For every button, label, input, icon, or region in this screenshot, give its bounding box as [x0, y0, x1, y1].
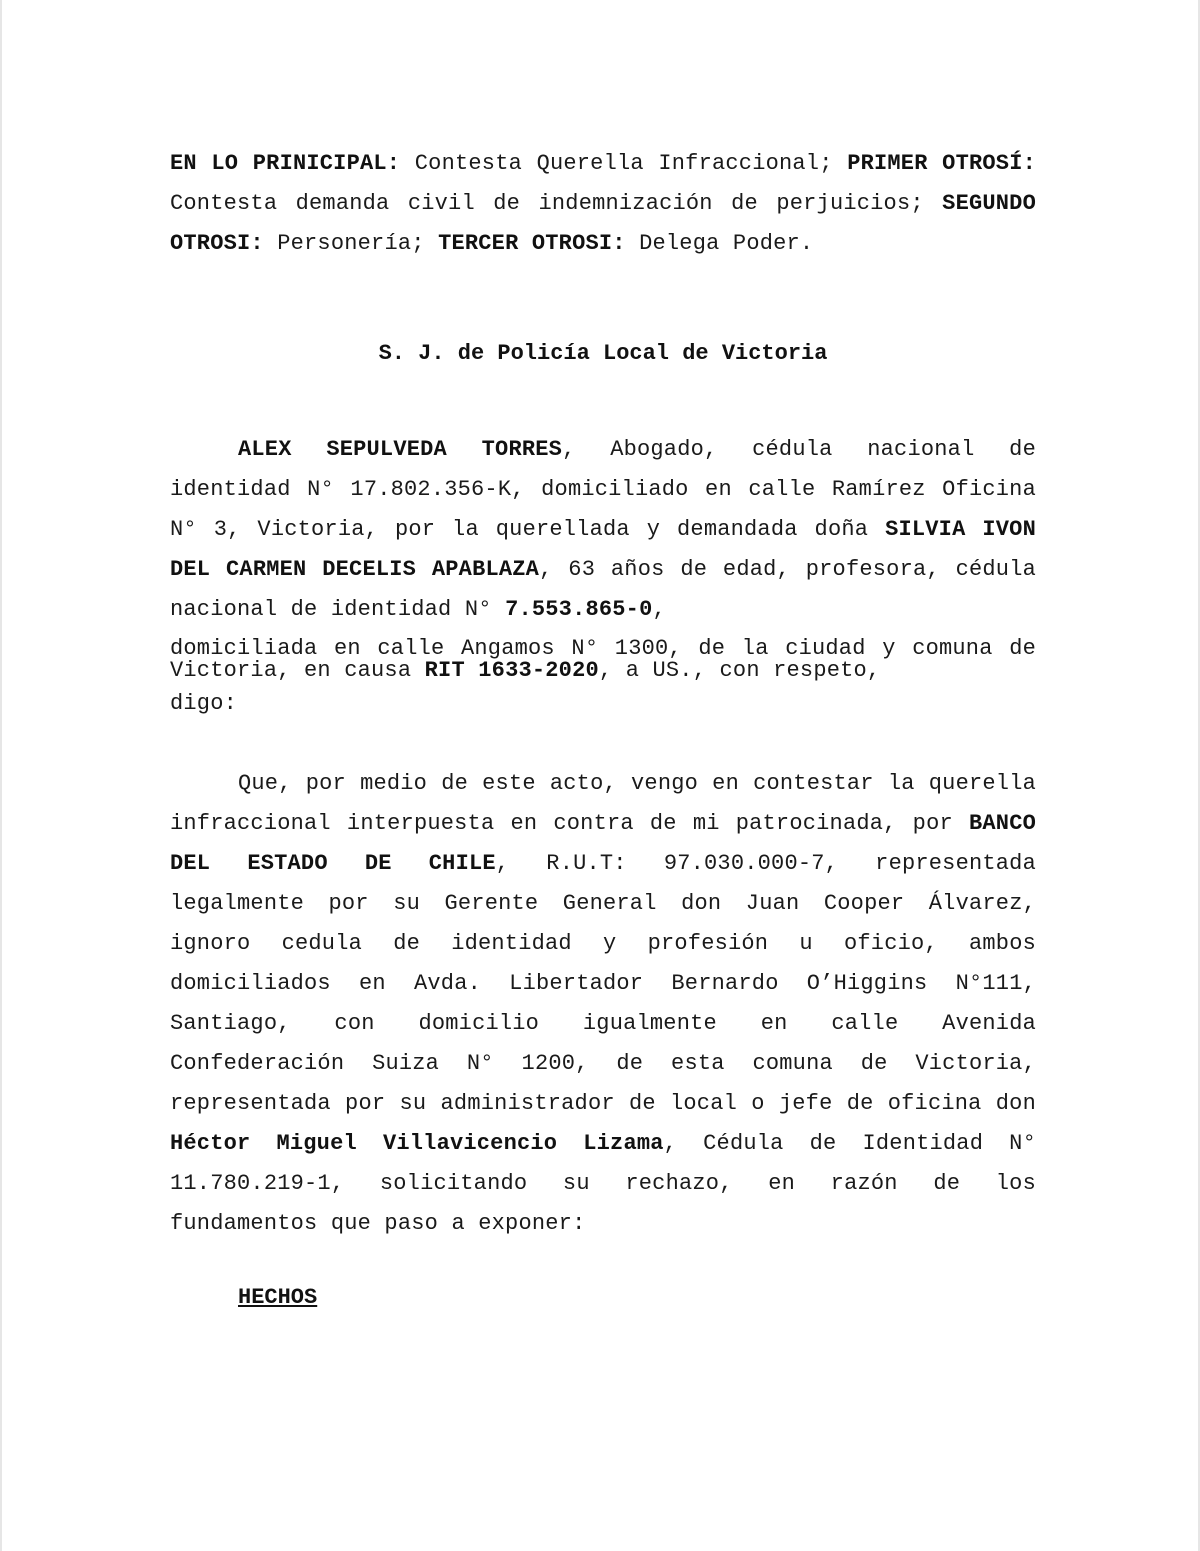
summary-first-otrosi-text: Contesta demanda civil de indemnización de perjuicios;	[170, 191, 943, 216]
lawyer-name: ALEX SEPULVEDA TORRES	[238, 437, 563, 462]
document-summary-header	[170, 144, 1036, 264]
intro-text-1: , Abogado, cédula nacional de identidad N° 17.802.356-K, domiciliado en calle Ramírez Oficina N° 3, Victoria, por la querellada y demandada doña	[170, 437, 1036, 542]
summary-third-otrosi-label: TERCER OTROSI:	[438, 231, 626, 256]
summary-first-otrosi-label: PRIMER OTROSÍ:	[847, 151, 1036, 176]
intro-address-text-end: , a US., con respeto,	[598, 658, 881, 683]
summary-second-otrosi-text: Personería;	[263, 231, 439, 256]
client-name: SILVIA IVON DEL CARMEN DECELIS APABLAZA	[170, 517, 1036, 582]
response-text-2: , R.U.T: 97.030.000-7, representada legalmente por su Gerente General don Juan Cooper Álvarez, ignoro cedula de identidad y profesión u oficio, ambos domiciliados en Avda. Libertador Bernardo O’Higgins N°111, Santiago, con domicilio igualmente en calle Avenida Confederación Suiza N° 1200, de esta comuna de Victoria, representada por su administrador de local o jefe de oficina don	[170, 851, 1036, 1116]
bank-name: BANCO DEL ESTADO DE CHILE	[170, 811, 1036, 876]
summary-second-otrosi-label: SEGUNDO OTROSI:	[170, 191, 1036, 256]
document-body	[170, 144, 1036, 1318]
intro-closing: digo:	[170, 691, 238, 716]
summary-principal-label: EN LO PRINICIPAL:	[170, 151, 401, 176]
case-rit-number: RIT 1633-2020	[424, 658, 599, 683]
summary-third-otrosi-text: Delega Poder.	[625, 231, 814, 256]
client-id-number: 7.553.865-0	[505, 597, 653, 622]
response-text-1: Que, por medio de este acto, vengo en contestar la querella infraccional interpuesta en contra de mi patrocinada, por	[170, 771, 1036, 836]
section-heading-hechos: HECHOS	[238, 1285, 318, 1310]
summary-principal-text: Contesta Querella Infraccional;	[400, 151, 848, 176]
response-paragraph	[170, 764, 1036, 1244]
intro-address-text: domiciliada en calle Angamos N° 1300, de la ciudad y comuna de Victoria, en causa	[170, 636, 1036, 683]
manager-name: Héctor Miguel Villavicencio Lizama	[170, 1131, 664, 1156]
response-text-3: , Cédula de Identidad N° 11.780.219-1, solicitando su rechazo, en razón de los fundamentos que paso a exponer:	[170, 1131, 1036, 1236]
court-title: S. J. de Policía Local de Victoria	[378, 341, 828, 366]
intro-paragraph	[170, 430, 1036, 630]
intro-text-2: , 63 años de edad, profesora, cédula nacional de identidad N°	[170, 557, 1036, 622]
intro-address-paragraph	[170, 638, 1036, 682]
intro-text-3: ,	[652, 597, 666, 622]
